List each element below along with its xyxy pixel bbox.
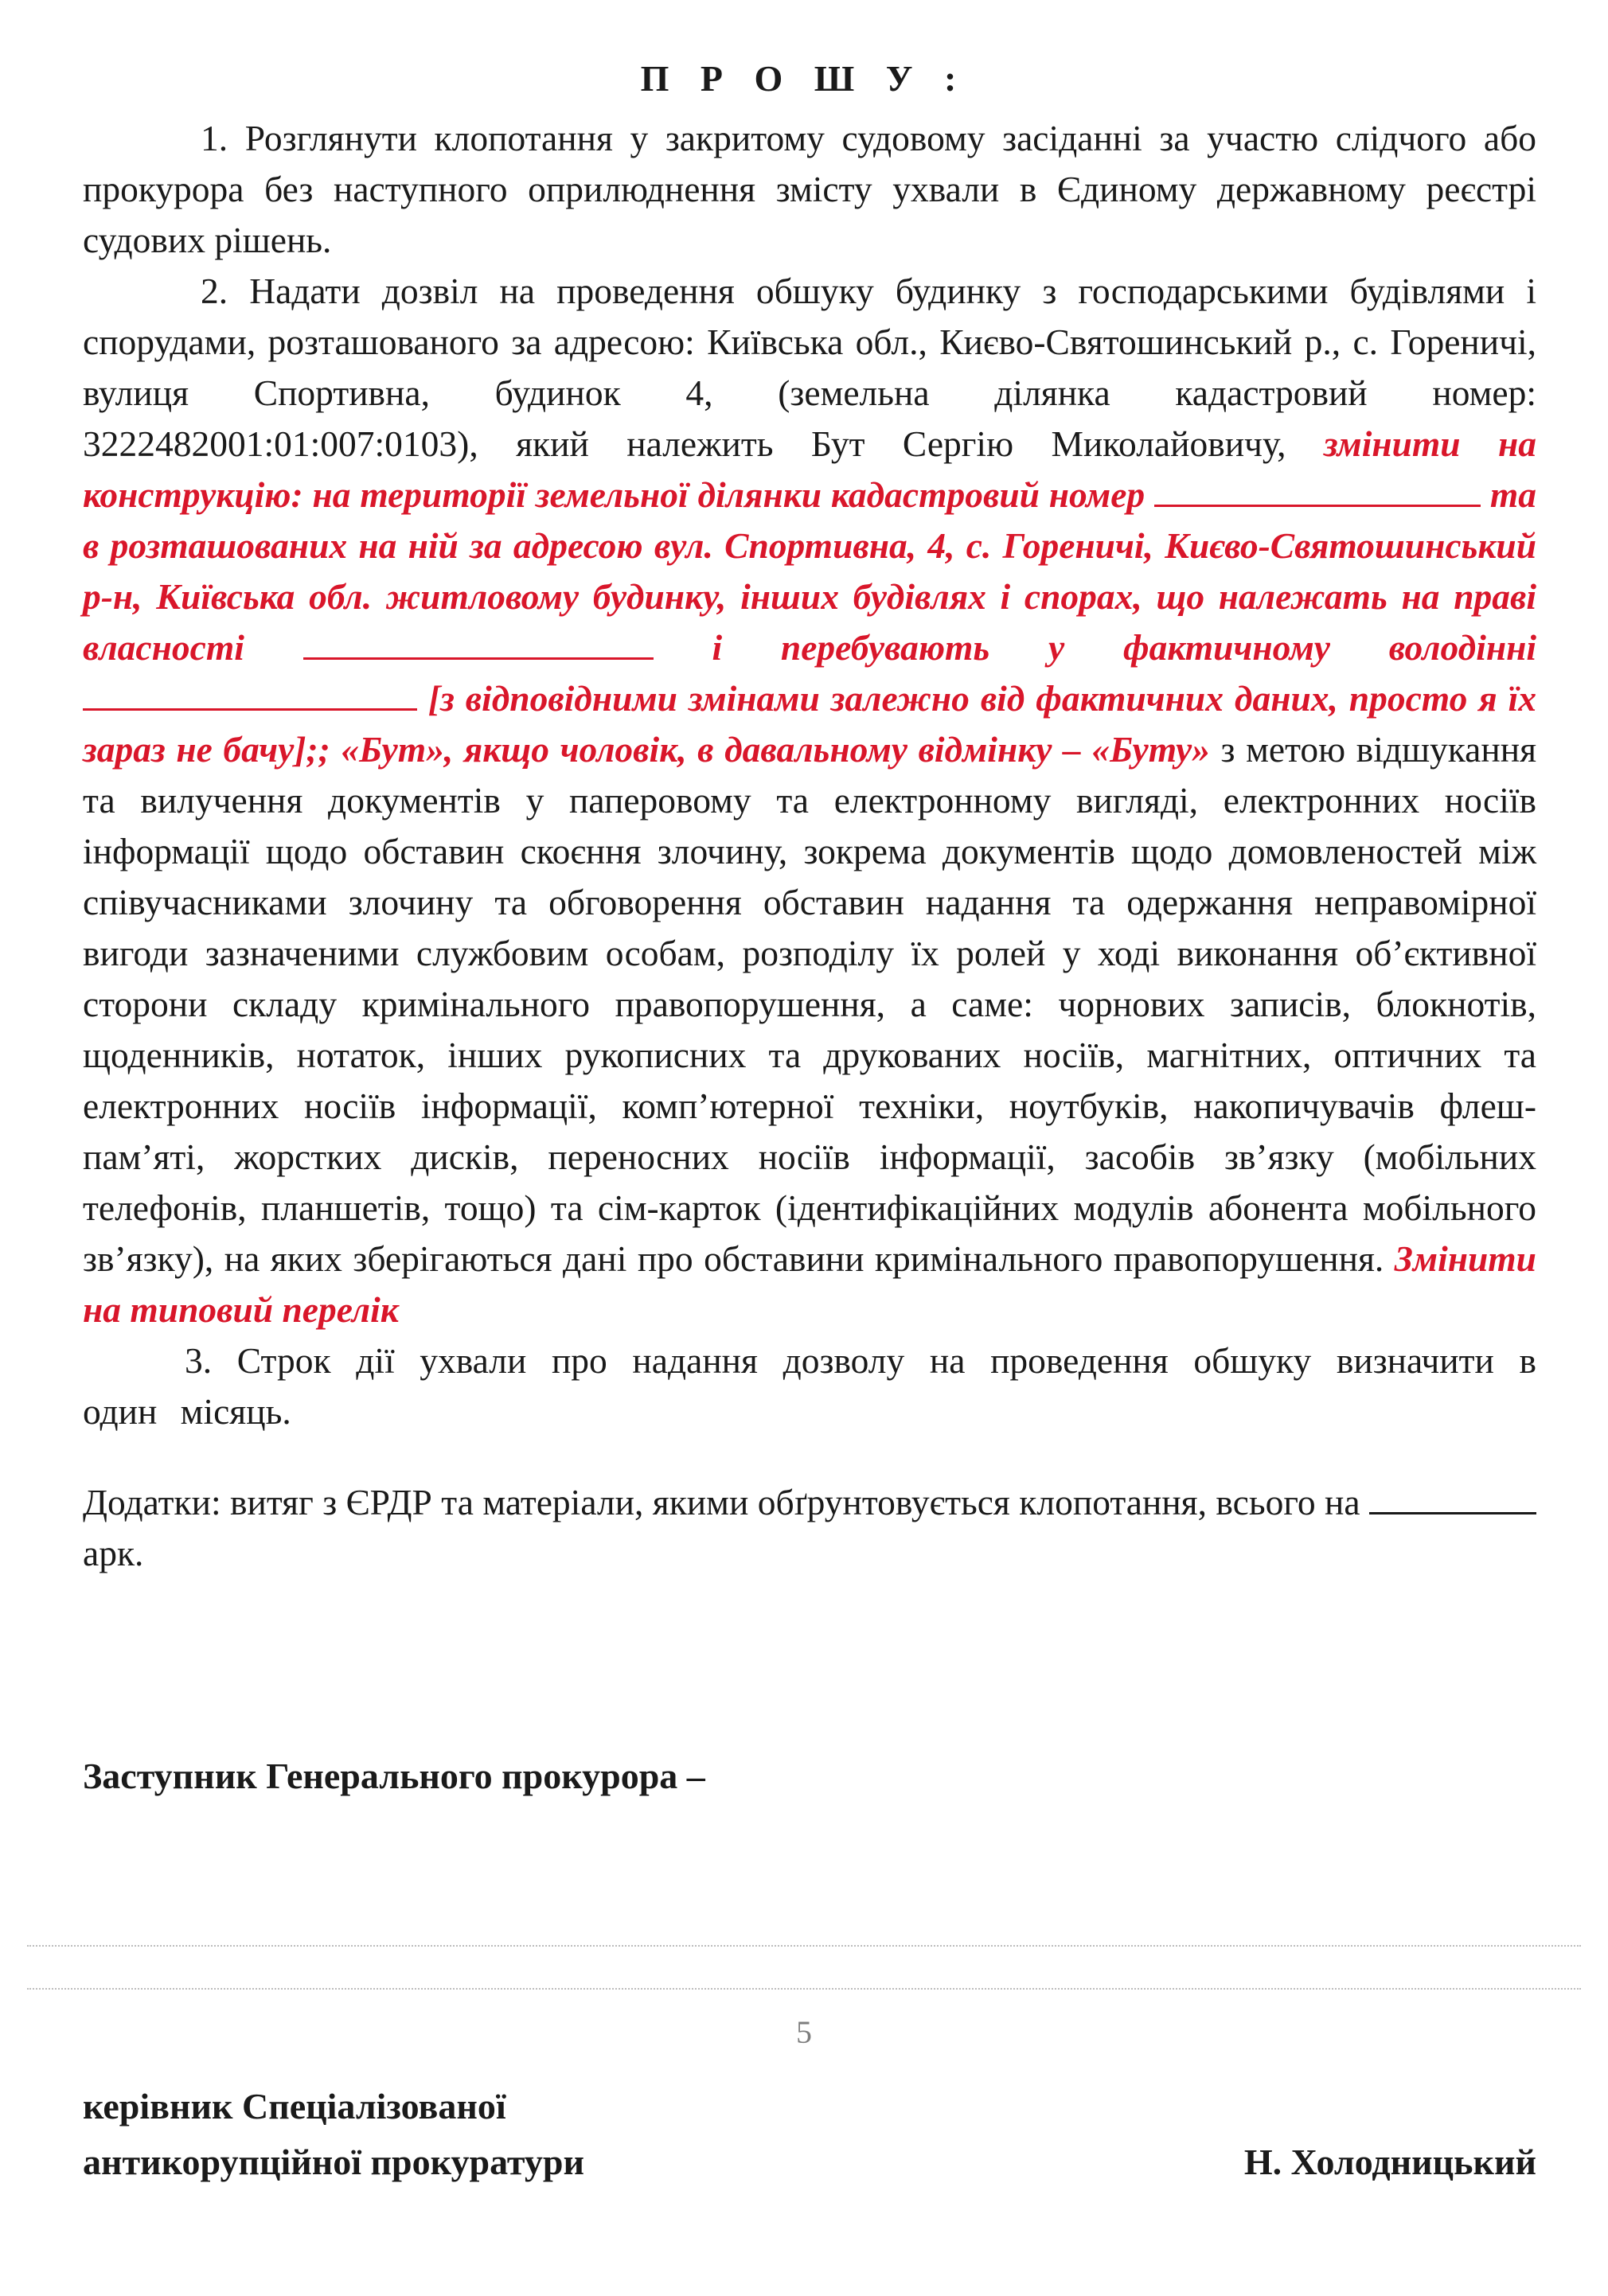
page-break-rule (27, 1988, 1581, 1990)
signatory-title: Заступник Генерального прокурора – (83, 1756, 705, 1796)
signatory-position (83, 2079, 584, 2190)
item2-lead-text: 2. Надати дозвіл на проведення обшуку будинку з господарськими будівлями і спорудами, розташованого за адресою: Київська обл., Києво-Святошинський р., с. Гореничі, вулиця Спортивна, будинок 4, (земельна ділянка кадастровий номер: 3222482001:01:007:0103), який належить Бут Сергію Миколайовичу, (83, 271, 1536, 464)
edit-note-red: змінити на конструкцію: на території земельної ділянки кадастровий номер (83, 423, 1537, 515)
attachments-text: Додатки: витяг з ЄРДР та матеріали, якими обґрунтовується клопотання, всього на (83, 1482, 1360, 1522)
attachments-suffix: арк. (83, 1533, 144, 1573)
request-item-3 (83, 1335, 1536, 1437)
signatory-name: Н. Холодницький (1243, 2142, 1536, 2182)
blank-cadastral-number (1154, 473, 1481, 507)
item3-text: Строк дії ухвали про надання дозволу на проведення обшуку визначити в один місяць. (83, 1340, 1536, 1432)
page-number: 5 (796, 2014, 812, 2050)
edit-note-red: і перебувають у фактичному володінні (712, 627, 1537, 668)
edit-note-red: та в розташованих на ній за адресою вул. Спортивна, 4, с. Гореничі, Києво-Святошинський р-н, Київська обл. житловому будинку, інших будівлях і спорах, що належать на праві власності (83, 474, 1537, 668)
request-item-2 (83, 266, 1536, 1335)
item3-number: 3. (185, 1340, 213, 1381)
signatory-position-line-2: антикорупційної прокуратури (83, 2142, 584, 2182)
signatory-position-line-1: керівник Спеціалізованої (83, 2086, 506, 2126)
edit-note-red: Змінити на типовий перелік (83, 1238, 1536, 1330)
blank-sheet-count (1369, 1480, 1536, 1514)
edit-note-red: [з відповідними змінами залежно від фактичних даних, просто я їх зараз не бачу];; «Бут», якщо чоловік, в давальному відмінку – «Буту» (83, 678, 1536, 770)
attachments-line (83, 1477, 1536, 1579)
item2-search-purpose-text: з метою відшукання та вилучення документів у паперовому та електронному вигляді, електронних носіїв інформації щодо обставин скоєння злочину, зокрема документів щодо домовленостей між співучасниками злочину та обговорення обставин надання та одержання неправомірної вигоди зазначеними службовим особам, розподілу їх ролей у ході виконання об’єктивної сторони складу кримінального правопорушення, а саме: чорнових записів, блокнотів, щоденників, нотаток, інших рукописних та друкованих носіїв, магнітних, оптичних та електронних носіїв інформації, комп’ютерної техніки, ноутбуків, накопичувачів флеш-пам’яті, жорстких дисків, переносних носіїв інформації, засобів зв’язку (мобільних телефонів, планшетів, тощо) та сім-карток (ідентифікаційних модулів абонента мобільного зв’язку), на яких зберігаються дані про обставини кримінального правопорушення. (83, 729, 1537, 1279)
blank-possessor (83, 676, 417, 711)
page-break-rule (27, 1945, 1581, 1947)
blank-owner (303, 626, 654, 660)
section-heading: П Р О Ш У : (640, 58, 968, 99)
request-item-1: 1. Розглянути клопотання у закритому судовому засіданні за участю слідчого або прокурора без наступного оприлюднення змісту ухвали в Єдиному державному реєстрі судових рішень. (83, 118, 1536, 260)
document-body (83, 113, 1536, 1579)
